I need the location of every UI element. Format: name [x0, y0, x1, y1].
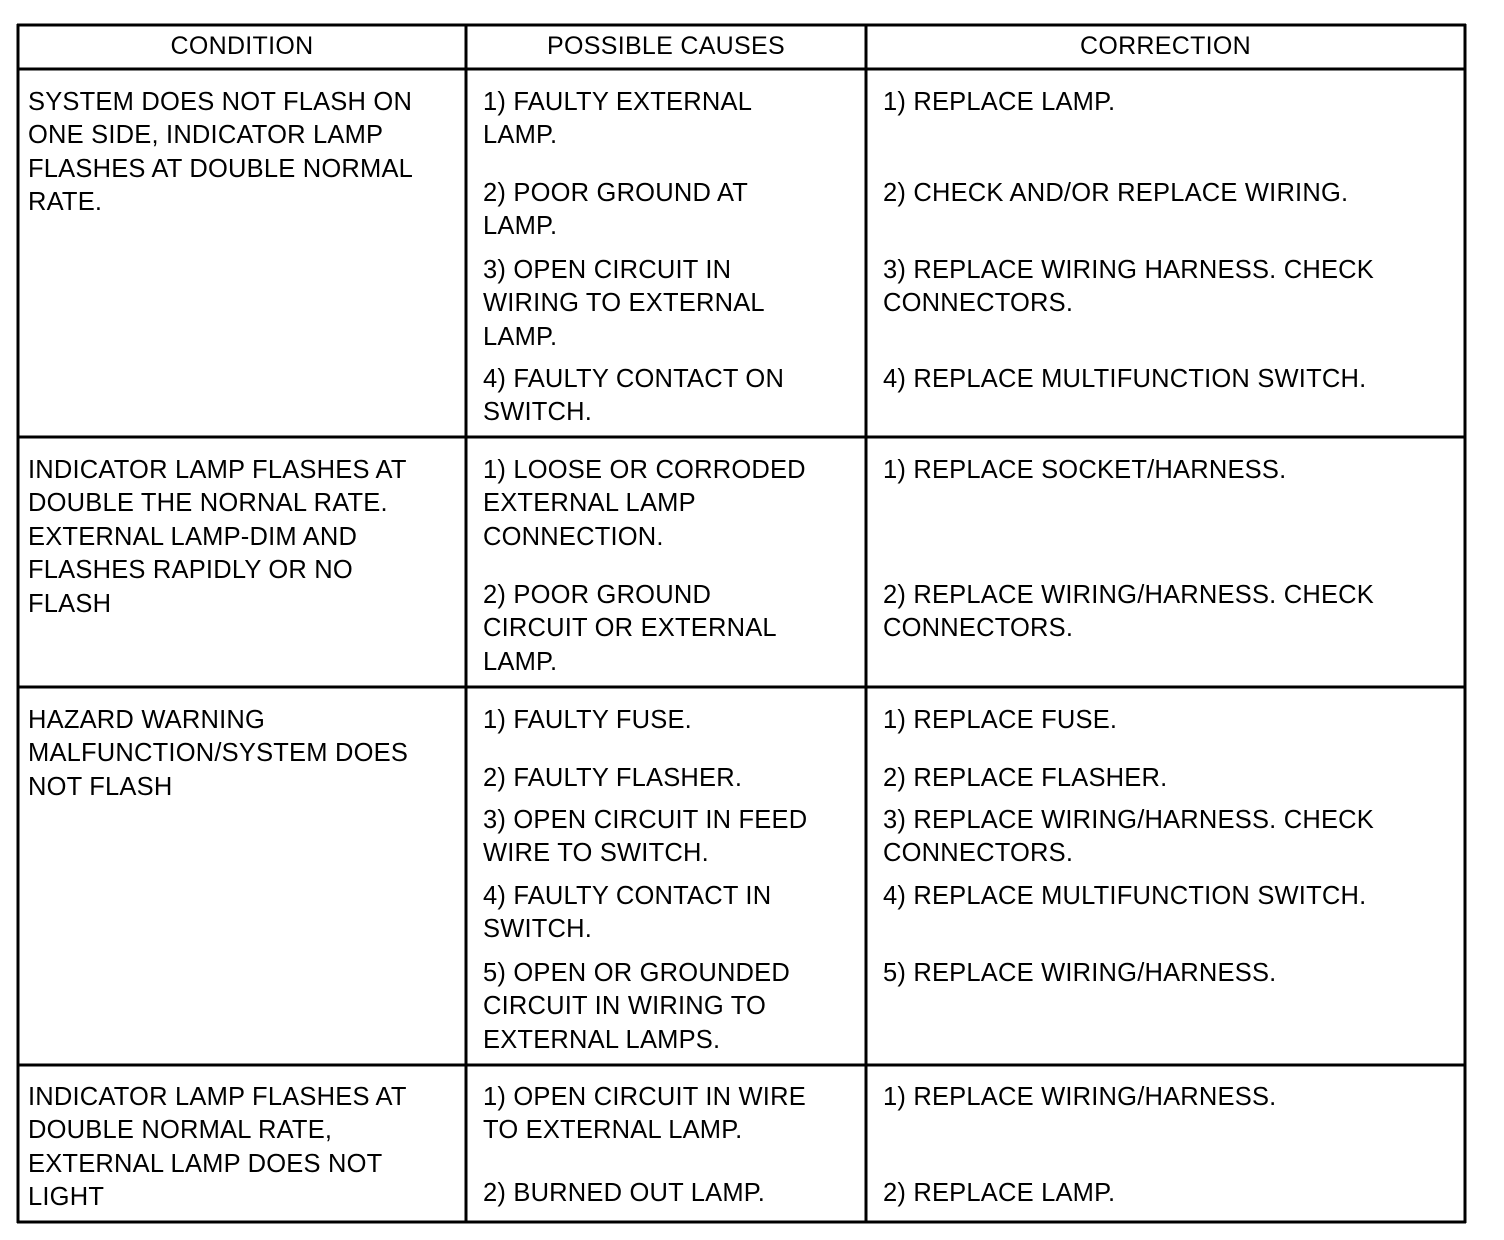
correction-item: 4) REPLACE MULTIFUNCTION SWITCH. [883, 882, 1367, 910]
correction-item: 2) CHECK AND/OR REPLACE WIRING. [883, 179, 1349, 207]
correction-item: 2) REPLACE WIRING/HARNESS. CHECK CONNECTORS. [883, 581, 1374, 643]
condition-cell: INDICATOR LAMP FLASHES AT DOUBLE NORMAL RATE, EXTERNAL LAMP DOES NOT LIGHT [28, 1083, 407, 1212]
correction-item: 1) REPLACE WIRING/HARNESS. [883, 1083, 1277, 1111]
column-header-possible-causes: POSSIBLE CAUSES [547, 32, 785, 60]
cause-item: 3) OPEN CIRCUIT IN FEED WIRE TO SWITCH. [483, 806, 808, 868]
correction-item: 2) REPLACE LAMP. [883, 1179, 1116, 1207]
correction-item: 1) REPLACE LAMP. [883, 88, 1116, 116]
correction-item: 4) REPLACE MULTIFUNCTION SWITCH. [883, 365, 1367, 393]
cause-item: 4) FAULTY CONTACT IN SWITCH. [483, 882, 772, 944]
condition-cell: HAZARD WARNING MALFUNCTION/SYSTEM DOES NOT FLASH [28, 706, 409, 801]
correction-item: 2) REPLACE FLASHER. [883, 764, 1168, 792]
correction-item: 5) REPLACE WIRING/HARNESS. [883, 959, 1277, 987]
cause-item: 1) FAULTY EXTERNAL LAMP. [483, 88, 753, 150]
cause-item: 3) OPEN CIRCUIT IN WIRING TO EXTERNAL LAMP. [483, 256, 765, 351]
correction-item: 1) REPLACE FUSE. [883, 706, 1118, 734]
cause-item: 1) OPEN CIRCUIT IN WIRE TO EXTERNAL LAMP. [483, 1083, 806, 1145]
correction-item: 1) REPLACE SOCKET/HARNESS. [883, 456, 1287, 484]
cause-item: 1) LOOSE OR CORRODED EXTERNAL LAMP CONNECTION. [483, 456, 806, 551]
column-header-condition: CONDITION [170, 32, 314, 60]
cause-item: 2) POOR GROUND CIRCUIT OR EXTERNAL LAMP. [483, 581, 777, 676]
column-header-correction: CORRECTION [1079, 32, 1252, 60]
condition-cell: SYSTEM DOES NOT FLASH ON ONE SIDE, INDICATOR LAMP FLASHES AT DOUBLE NORMAL RATE. [28, 88, 414, 217]
cause-item: 2) FAULTY FLASHER. [483, 764, 743, 792]
cause-item: 2) POOR GROUND AT LAMP. [483, 179, 749, 241]
correction-item: 3) REPLACE WIRING/HARNESS. CHECK CONNECTORS. [883, 806, 1374, 868]
cause-item: 2) BURNED OUT LAMP. [483, 1179, 766, 1207]
correction-item: 3) REPLACE WIRING HARNESS. CHECK CONNECTORS. [883, 256, 1374, 318]
condition-cell: INDICATOR LAMP FLASHES AT DOUBLE THE NORNAL RATE. EXTERNAL LAMP-DIM AND FLASHES RAPIDLY OR NO FLASH [28, 456, 407, 618]
cause-item: 5) OPEN OR GROUNDED CIRCUIT IN WIRING TO EXTERNAL LAMPS. [483, 959, 790, 1054]
cause-item: 1) FAULTY FUSE. [483, 706, 692, 734]
cause-item: 4) FAULTY CONTACT ON SWITCH. [483, 365, 785, 427]
